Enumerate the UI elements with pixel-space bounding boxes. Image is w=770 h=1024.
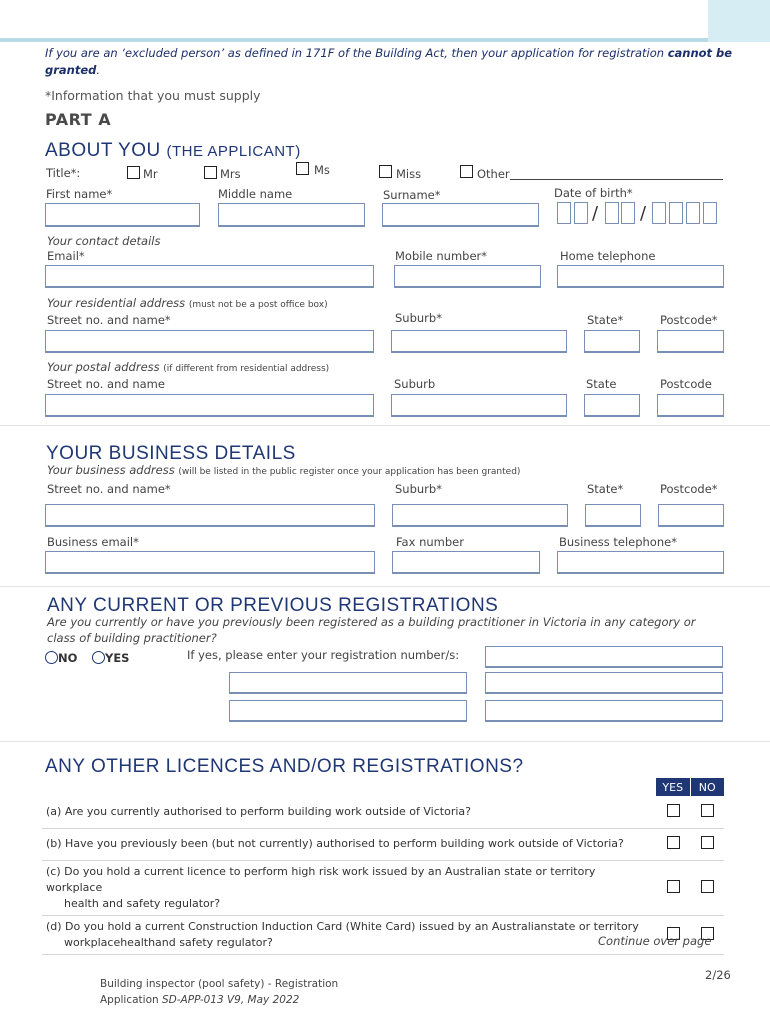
section-divider	[0, 586, 770, 587]
biz-suburb-field[interactable]	[392, 504, 568, 527]
question-b-no-checkbox[interactable]	[701, 836, 714, 849]
middle-name-field[interactable]	[218, 203, 365, 227]
title-miss-checkbox[interactable]	[379, 165, 392, 178]
dob-year-2[interactable]	[669, 202, 683, 224]
postal-state-label: State	[586, 377, 617, 391]
question-c-text	[42, 860, 656, 915]
question-a-text	[42, 796, 656, 828]
title-mr-checkbox[interactable]	[127, 166, 140, 179]
res-state-field[interactable]	[584, 330, 640, 353]
question-b-line1: (b) Have you previously been (but not currently) authorised to perform building work outside of Victoria?	[46, 837, 624, 850]
biz-postcode-label: Postcode*	[660, 482, 718, 496]
warning-text: If you are an ‘excluded person’ as defined in 171F of the Building Act, then your application for registration	[45, 46, 668, 60]
biz-postcode-field[interactable]	[658, 504, 724, 527]
question-b-yes-cell	[656, 828, 690, 860]
postal-state-field[interactable]	[584, 394, 640, 417]
residential-section-label	[47, 296, 328, 310]
postal-note: (if different from residential address)	[163, 364, 330, 374]
title-miss-label: Miss	[396, 167, 422, 181]
res-suburb-label: Suburb*	[395, 311, 442, 325]
table-row	[42, 796, 724, 828]
business-heading: YOUR BUSINESS DETAILS	[46, 443, 296, 464]
title-mrs-checkbox[interactable]	[204, 166, 217, 179]
footer-doc-code-prefix: Application	[100, 994, 163, 1006]
question-a-yes-checkbox[interactable]	[667, 804, 680, 817]
residential-title: Your residential address	[47, 296, 186, 310]
continue-over-page: Continue over page	[598, 934, 712, 948]
res-state-label: State*	[587, 313, 624, 327]
biz-tel-label: Business telephone*	[559, 535, 677, 549]
warning-end: .	[96, 63, 101, 77]
question-c-yes-cell	[656, 860, 690, 915]
about-heading-sub: (THE APPLICANT)	[166, 143, 301, 160]
middle-name-label: Middle name	[218, 187, 293, 201]
table-row	[42, 828, 724, 860]
postal-postcode-field[interactable]	[657, 394, 724, 417]
question-c-no-cell	[690, 860, 724, 915]
question-d-line2: workplacehealthand safety regulator?	[64, 935, 273, 949]
res-suburb-field[interactable]	[391, 330, 567, 353]
title-mr-label: Mr	[143, 167, 158, 181]
surname-field[interactable]	[382, 203, 539, 227]
biz-suburb-label: Suburb*	[395, 482, 442, 496]
res-postcode-label: Postcode*	[660, 313, 718, 327]
title-other-line[interactable]	[510, 179, 723, 180]
dob-day-2[interactable]	[574, 202, 588, 224]
reg-number-field-5[interactable]	[485, 700, 723, 722]
question-d-line1: (d) Do you hold a current Construction Induction Card (White Card) issued by an Australianstate or territory	[46, 919, 639, 933]
dob-month-1[interactable]	[605, 202, 619, 224]
surname-label: Surname*	[383, 188, 441, 202]
dob-year-4[interactable]	[703, 202, 717, 224]
question-c-line1: (c) Do you hold a current licence to perform high risk work issued by an Australian state or territory workplace	[46, 864, 596, 894]
reg-no-option[interactable]	[45, 647, 77, 666]
dob-label: Date of birth*	[554, 186, 633, 200]
res-street-label: Street no. and name*	[47, 313, 171, 327]
title-mrs-label: Mrs	[220, 167, 241, 181]
no-column-header: NO	[690, 778, 724, 796]
dob-month-2[interactable]	[621, 202, 635, 224]
reg-yes-radio[interactable]	[92, 651, 105, 664]
footer-doc-code	[100, 992, 338, 1008]
reg-yes-label: YES	[105, 651, 130, 665]
footer-doc-title: Building inspector (pool safety) - Registration	[100, 978, 339, 990]
question-d-text	[42, 915, 656, 954]
title-other-label: Other	[477, 167, 510, 181]
email-label: Email*	[47, 249, 85, 263]
question-c-yes-checkbox[interactable]	[667, 880, 680, 893]
licences-table	[42, 778, 724, 955]
licences-table-header	[42, 778, 724, 796]
header-accent-box	[708, 0, 770, 42]
home-tel-label: Home telephone	[560, 249, 656, 263]
question-a-no-checkbox[interactable]	[701, 804, 714, 817]
question-a-line1: (a) Are you currently authorised to perform building work outside of Victoria?	[46, 804, 471, 818]
reg-number-field-3[interactable]	[485, 672, 723, 694]
first-name-field[interactable]	[45, 203, 200, 227]
dob-separator-2: /	[640, 203, 647, 224]
title-other-checkbox[interactable]	[460, 165, 473, 178]
business-address-section	[47, 463, 520, 477]
res-postcode-field[interactable]	[657, 330, 724, 353]
email-field[interactable]	[45, 265, 374, 288]
title-ms-label: Ms	[314, 163, 330, 177]
postal-postcode-label: Postcode	[660, 377, 712, 391]
warning-bold-text: cannot be granted	[45, 46, 733, 77]
about-heading-main: ABOUT YOU	[45, 140, 161, 161]
dob-separator-1: /	[592, 203, 599, 224]
res-street-field[interactable]	[45, 330, 374, 353]
reg-no-label: NO	[58, 651, 78, 665]
contact-section-label: Your contact details	[47, 234, 161, 248]
postal-street-field[interactable]	[45, 394, 374, 417]
reg-number-field-2[interactable]	[229, 672, 467, 694]
reg-yes-option[interactable]	[92, 647, 129, 666]
residential-note: (must not be a post office box)	[188, 300, 328, 310]
registrations-heading: ANY CURRENT OR PREVIOUS REGISTRATIONS	[47, 595, 499, 616]
business-address-note: (will be listed in the public register once your application has been granted)	[178, 467, 521, 477]
dob-year-1[interactable]	[652, 202, 666, 224]
table-row	[42, 860, 724, 915]
dob-day-1[interactable]	[557, 202, 571, 224]
biz-street-label: Street no. and name*	[47, 482, 171, 496]
question-a-no-cell	[690, 796, 724, 828]
title-ms-checkbox[interactable]	[296, 162, 309, 175]
question-b-yes-checkbox[interactable]	[667, 836, 680, 849]
excluded-person-warning	[45, 45, 735, 79]
fax-label: Fax number	[396, 535, 464, 549]
postal-section-label	[47, 360, 329, 374]
reg-number-prompt: If yes, please enter your registration number/s:	[187, 648, 460, 662]
mobile-label: Mobile number*	[395, 249, 488, 263]
postal-street-label: Street no. and name	[47, 377, 165, 391]
question-b-no-cell	[690, 828, 724, 860]
title-label: Title*:	[46, 166, 81, 180]
yes-column-header: YES	[656, 778, 690, 796]
home-tel-field[interactable]	[557, 265, 724, 288]
reg-number-field-4[interactable]	[229, 700, 467, 722]
header-blank	[42, 778, 656, 796]
postal-suburb-label: Suburb	[394, 377, 436, 391]
required-info-note: *Information that you must supply	[45, 88, 261, 103]
header-bar	[0, 38, 770, 42]
page-number: 2/26	[705, 968, 731, 982]
registrations-question: Are you currently or have you previously been registered as a building practitioner in Victoria in any category or class of building practitioner?	[47, 615, 696, 645]
about-you-heading	[45, 140, 301, 162]
business-address-title: Your business address	[47, 463, 175, 477]
reg-no-radio[interactable]	[45, 651, 58, 664]
biz-tel-field[interactable]	[557, 551, 724, 574]
licences-heading: ANY OTHER LICENCES AND/OR REGISTRATIONS?	[45, 756, 524, 777]
reg-number-field-1[interactable]	[485, 646, 723, 668]
footer-doc-code-value: SD-APP-013 V9, May 2022	[162, 994, 300, 1006]
question-a-yes-cell	[656, 796, 690, 828]
biz-email-field[interactable]	[45, 551, 375, 574]
biz-state-field[interactable]	[585, 504, 641, 527]
question-c-line2: health and safety regulator?	[64, 896, 221, 910]
mobile-field[interactable]	[394, 265, 541, 288]
part-heading: PART A	[45, 110, 112, 129]
postal-title: Your postal address	[47, 360, 160, 374]
postal-suburb-field[interactable]	[391, 394, 567, 417]
document-footer	[100, 976, 338, 1008]
biz-email-label: Business email*	[47, 535, 139, 549]
section-divider	[0, 741, 770, 742]
first-name-label: First name*	[46, 187, 113, 201]
question-c-no-checkbox[interactable]	[701, 880, 714, 893]
biz-street-field[interactable]	[45, 504, 375, 527]
biz-state-label: State*	[587, 482, 624, 496]
fax-field[interactable]	[392, 551, 540, 574]
dob-year-3[interactable]	[686, 202, 700, 224]
section-divider	[0, 425, 770, 426]
question-b-text	[42, 828, 656, 860]
